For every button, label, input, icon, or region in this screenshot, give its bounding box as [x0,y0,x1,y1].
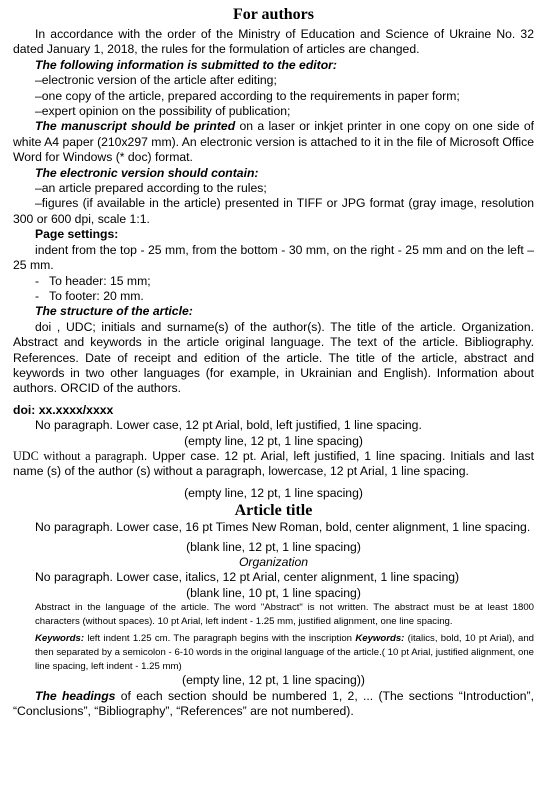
page-settings-footer: - To footer: 20 mm. [35,288,144,303]
article-title-blank-line: (blank line, 12 pt, 1 line spacing) [186,539,361,554]
keywords-text-2: (italics, bold, 10 pt Arial), and then separated by a semicolon - 6-10 words in the original language of the article.( 10 pt Arial, justified alignment, one line spacing, left indent - 1.25 mm) [35,633,534,672]
manuscript-paragraph [13,119,534,165]
headings-lead: The headings [35,688,116,703]
article-title-description: No paragraph. Lower case, 16 pt Times New Roman, bold, center alignment, 1 line spacing. [35,520,531,535]
organization-label: Organization [238,555,309,569]
page-settings-title: Page settings: [35,227,119,242]
page-settings-indent: indent from the top - 25 mm, from the bottom - 30 mm, on the right - 25 mm and on the left – 25 mm. [13,242,534,273]
electronic-item-1: –an article prepared according to the rules; [35,181,267,196]
keywords-lead: Keywords: [35,633,85,645]
submitted-item-2: –one copy of the article, prepared according to the requirements in paper form; [35,88,460,103]
manuscript-text: on a laser or inkjet printer in one copy on one side of white A4 paper (210x297 mm). An electronic version is attached to it in the file of Microsoft Office Word for Windows (* doc) format. [13,119,534,165]
keywords-text-1: left indent 1.25 cm. The paragraph begins with the inscription [84,633,356,645]
doi-empty-line: (empty line, 12 pt, 1 line spacing) [184,433,363,448]
intro-paragraph: In accordance with the order of the Ministry of Education and Science of Ukraine No. 32 dated January 1, 2018, the rules for the formulation of articles are changed. [13,27,534,57]
submitted-title: The following information is submitted to the editor: [35,57,337,72]
udc-paragraph [13,449,534,480]
udc-text: . Upper case. 12 pt. Arial, left justified, 1 line spacing. Initials and last name (s) of the author (s) without a paragraph, lowercase, 12 pt Arial, 1 line spacing. [13,448,534,479]
abstract-paragraph: Abstract in the language of the article. The word "Abstract" is not written. The abstract must be at least 1800 characters (without spaces). 10 pt Arial, left indent - 1.25 mm, justified alignment, one line spacing. [35,602,534,627]
electronic-item-2: –figures (if available in the article) presented in TIFF or JPG format (gray image, resolution 300 or 600 dpi, scale 1:1. [13,196,534,226]
doi-label: doi: xx.xxxx/xxxx [13,402,114,417]
page-settings-header: - To header: 15 mm; [35,273,151,288]
keywords-inline: Keywords: [355,633,405,645]
structure-text: doi , UDC; initials and surname(s) of the author(s). The title of the article. Organization. Abstract and keywords in the article original language. The text of the article. Bibliography. References. Date of receipt and edition of the article. The title of the article, abstract and keywords in two other languages (for example, in Ukrainian and English). Information about authors. ORCID of the authors. [13,319,534,396]
structure-title: The structure of the article: [35,304,193,319]
final-empty-line: (empty line, 12 pt, 1 line spacing)) [182,673,365,688]
headings-paragraph [13,689,534,720]
submitted-item-1: –electronic version of the article after editing; [35,73,277,88]
manuscript-lead: The manuscript should be printed [35,119,236,134]
organization-description: No paragraph. Lower case, italics, 12 pt Arial, center alignment, 1 line spacing) [35,570,460,585]
electronic-title: The electronic version should contain: [35,165,259,180]
doi-description: No paragraph. Lower case, 12 pt Arial, bold, left justified, 1 line spacing. [35,418,422,433]
keywords-paragraph [13,632,534,673]
article-title-heading: Article title [234,502,313,520]
submitted-item-3: –expert opinion on the possibility of publication; [35,104,291,119]
udc-empty-line: (empty line, 12 pt, 1 line spacing) [184,485,363,500]
udc-lead: UDC without a paragraph [13,448,144,463]
page-heading: For authors [232,6,315,23]
headings-text: of each section should be numbered 1, 2, ... (The sections “Introduction”, “Conclusions”, “Bibliography”, “References” are not numbered). [13,688,534,718]
organization-blank-line: (blank line, 10 pt, 1 line spacing) [186,585,361,600]
